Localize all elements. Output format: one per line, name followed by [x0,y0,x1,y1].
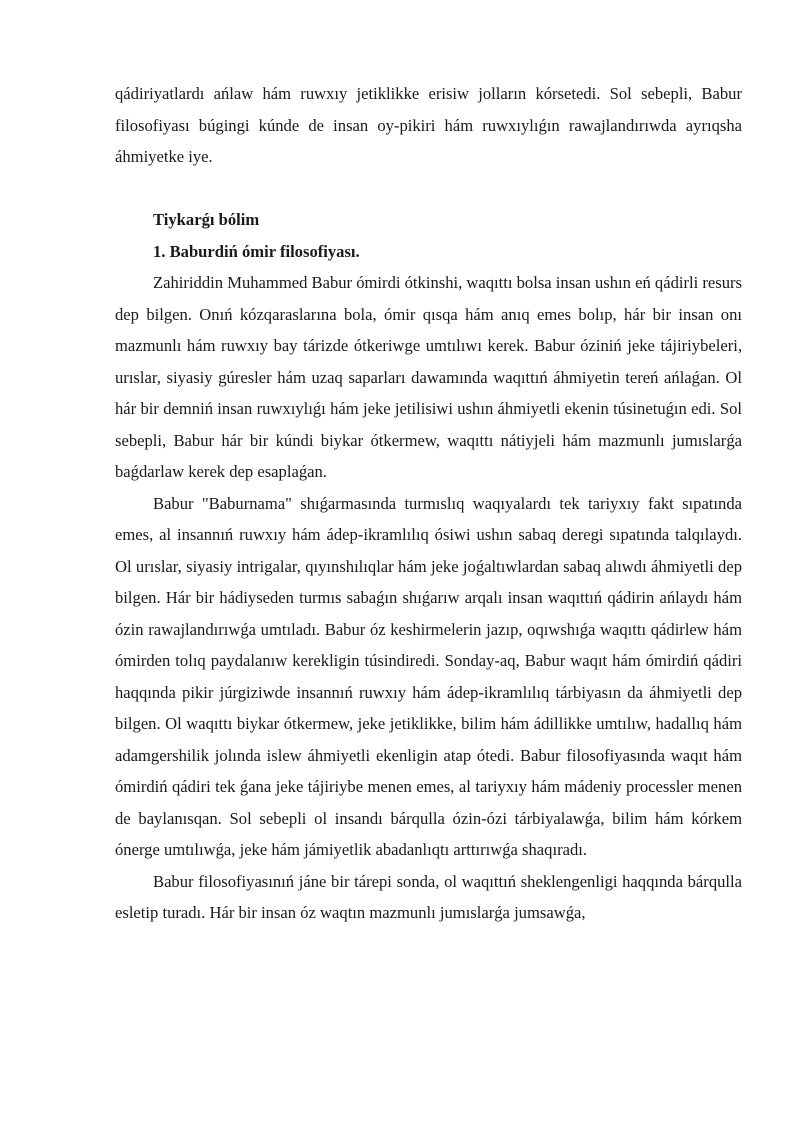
document-body [115,78,742,929]
subsection-heading: 1. Baburdiń ómir filosofiyası. [153,241,360,261]
intro-paragraph: qádiriyatlardı ańlaw hám ruwxıy jetiklikke erisiw jolların kórsetedi. Sol sebepli, Babur filosofiyası búgingi kúnde de insan oy-pikiri hám ruwxıylıǵın rawajlandırıwda ayrıqsha áhmiyetke iye. [115,84,742,166]
body-paragraph: Zahiriddin Muhammed Babur ómirdi ótkinshi, waqıttı bolsa insan ushın eń qádirli resurs dep bilgen. Onıń kózqaraslarına bola, ómir qısqa hám anıq emes bolıp, hár bir insan onı mazmunlı hám ruwxıy bay tárizde ótkeriwge umtılıwı kerek. Babur óziniń jeke tájiriybeleri, urıslar, siyasiy gúresler hám uzaq saparları dawamında waqıttıń áhmiyetin tereń ańlaǵan. Ol hár bir demniń insan ruwxıylıǵı hám jeke jetilisiwi ushın áhmiyetli ekenin túsinetuǵın edi. Sol sebepli, Babur hár bir kúndi biykar ótkermew, waqıttı nátiyjeli hám mazmunlı jumıslarǵa baǵdarlaw kerek dep esaplaǵan. [115,273,742,481]
body-paragraph: Babur filosofiyasınıń jáne bir tárepi sonda, ol waqıttıń sheklengenligi haqqında bárqulla esletip turadı. Hár bir insan óz waqtın mazmunlı jumıslarǵa jumsawǵa, [115,871,742,922]
spacer [115,173,742,205]
section-heading: Tiykarǵı bólim [153,210,260,229]
body-paragraph: Babur "Baburnama" shıǵarmasında turmıslıq waqıyalardı tek tariyxıy fakt sıpatında emes, al insannıń ruwxıy hám ádep-ikramlılıq ósiwi ushın sabaq deregi sıpatında talqılaydı. Ol urıslar, siyasiy intrigalar, qıyınshılıqlar hám jeke joǵaltıwlardan sabaq alıwdı áhmiyetli dep bilgen. Hár bir hádiyseden turmıs sabaǵın shıǵarıw arqalı insan waqıttıń qádirin ańlaydı hám ózin rawajlandırıwǵa umtıladı. Babur óz keshirmelerin jazıp, oqıwshıǵa waqıttı qádirlew hám ómirden tolıq paydalanıw kerekligin túsindiredi. Sonday-aq, Babur waqıt hám ómirdiń qádiri haqqında pikir júrgiziwde insannıń ruwxıy hám ádep-ikramlılıq tárbiyasın da áhmiyetli dep bilgen. Ol waqıttı biykar ótkermew, jeke jetiklikke, bilim hám ádillikke umtılıw, hadallıq hám adamgershilik jolında islew áhmiyetli ekenligin atap ótedi. Babur filosofiyasında waqıt hám ómirdiń qádiri tek ǵana jeke tájiriybe menen emes, al tariyxıy hám mádeniy processler menen de baylanısqan. Sol sebepli ol insandı bárqulla ózin-ózi tárbiyalawǵa, bilim hám kórkem ónerge umtılıwǵa, jeke hám jámiyetlik abadanlıqtı arttırıwǵa shaqıradı. [115,493,742,859]
